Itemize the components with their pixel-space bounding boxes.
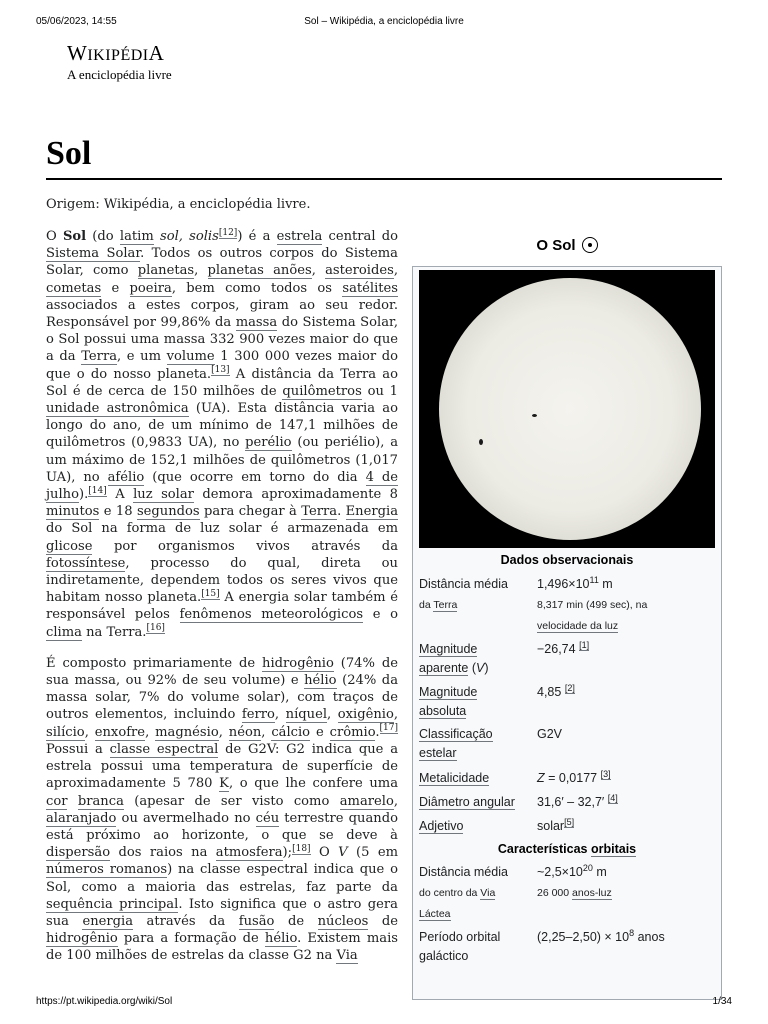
link[interactable]: massa [235, 315, 278, 331]
link[interactable]: alaranjado [46, 810, 117, 826]
link[interactable]: níquel [285, 707, 328, 723]
sunspot [532, 414, 537, 417]
ref[interactable]: [17] [379, 723, 398, 734]
link[interactable]: céu [255, 810, 280, 826]
link[interactable]: estrela [276, 229, 323, 244]
link[interactable]: luz solar [133, 487, 194, 503]
link[interactable]: K [219, 776, 229, 792]
infobox-title: O Sol [412, 230, 722, 262]
ref[interactable]: [15] [201, 588, 220, 599]
link[interactable]: cálcio [271, 724, 311, 740]
link[interactable]: hélio [304, 673, 337, 689]
link[interactable]: Terra [81, 349, 118, 365]
link[interactable]: cor [46, 793, 68, 809]
logo-tagline: A enciclopédia livre [67, 67, 172, 82]
link[interactable]: 4 de julho [46, 469, 399, 503]
sun-symbol-icon [582, 237, 598, 253]
page-title: Sol [46, 132, 722, 180]
link[interactable]: Magnitude [419, 685, 478, 699]
link[interactable]: latim [119, 229, 154, 244]
link[interactable]: Metalicidade [419, 771, 490, 785]
link[interactable]: classe espectral [109, 741, 219, 757]
section-header-orbital: Características orbitais [497, 842, 637, 856]
link[interactable]: amarelo [339, 793, 394, 809]
sunspot [479, 439, 483, 445]
ref[interactable]: [14] [88, 485, 107, 496]
link[interactable]: anos-luz [572, 887, 612, 899]
link[interactable]: hidrogênio [46, 931, 118, 947]
ref[interactable]: [12] [218, 227, 238, 238]
link[interactable]: ferro [241, 707, 275, 723]
sun-image[interactable] [419, 270, 715, 548]
link[interactable]: orbitais [590, 842, 637, 856]
origin-line: Origem: Wikipédia, a enciclopédia livre. [46, 197, 311, 212]
link[interactable]: Classificação [419, 727, 493, 741]
link[interactable]: Láctea [419, 908, 451, 920]
infobox [412, 230, 722, 963]
link[interactable]: perélio [245, 435, 292, 451]
print-footer [36, 996, 732, 1010]
link[interactable]: afélio [107, 469, 145, 485]
ref[interactable]: [18] [292, 843, 311, 854]
link[interactable]: crômio [329, 724, 376, 740]
link[interactable]: volume [166, 349, 215, 365]
link[interactable]: sequência principal [46, 896, 179, 912]
ref[interactable]: [13] [211, 365, 230, 376]
link[interactable]: energia [82, 913, 134, 929]
link[interactable]: velocidade da luz [537, 620, 619, 632]
link[interactable]: quilômetros [282, 383, 362, 399]
link[interactable]: poeira [129, 280, 172, 296]
link[interactable]: atmosfera [215, 845, 283, 861]
print-title: Sol – Wikipédia, a enciclopédia livre [304, 16, 464, 27]
link[interactable]: absoluta [419, 704, 467, 718]
link[interactable]: Via [480, 887, 496, 899]
link[interactable]: planetas anões [207, 263, 312, 279]
link[interactable]: segundos [136, 504, 200, 520]
link[interactable]: hélio [264, 931, 298, 947]
logo-wordmark: WIKIPÉDIA [67, 41, 165, 65]
link[interactable]: números romanos [46, 862, 168, 878]
link[interactable]: enxofre [94, 724, 146, 740]
link[interactable]: fotossíntese [46, 555, 126, 571]
link[interactable]: satélites [342, 280, 398, 296]
ref[interactable]: [4] [607, 792, 618, 803]
ref[interactable]: [16] [146, 623, 165, 634]
wikipedia-logo[interactable] [67, 41, 172, 82]
link[interactable]: oxigênio [337, 707, 394, 723]
link[interactable]: magnésio [155, 724, 219, 740]
link[interactable]: dispersão [46, 845, 111, 861]
print-date: 05/06/2023, 14:55 [36, 16, 117, 27]
link[interactable]: silício [46, 724, 85, 740]
link[interactable]: Terra [301, 504, 338, 520]
link[interactable]: Energia [345, 504, 398, 520]
paragraph-2: É composto primariamente de hidrogênio (74% de sua massa, ou 92% de seu volume) e hélio (24% da massa solar, 7% do volume solar), com traços de outros elementos, incluindo ferro, níquel, oxigênio, silício, enxofre, magnésio, néon, cálcio e crômio.[17] Possui a classe espectral de G2V: G2 indica que a estrela possui uma temperatura de superfície de aproximadamente 5 780 K, o que lhe confere uma cor branca (apesar de ser visto como amarelo, alaranjado ou avermelhado no céu terrestre quando está próximo ao horizonte, o que se deve à dispersão dos raios na atmosfera);[18] O V (5 em números romanos) na classe espectral indica que o Sol, como a maioria das estrelas, faz parte da sequência principal. Isto significa que o astro gera sua energia através da fusão de núcleos de hidrogênio para a formação de hélio. Existem mais de 100 milhões de estrelas da classe G2 na Via [46, 655, 399, 964]
link[interactable]: glicose [46, 538, 93, 554]
section-header-observational: Dados observacionais [500, 553, 634, 567]
link[interactable]: cometas [46, 280, 102, 296]
infobox-table: Dados observacionais Distância média $1,496\times 10^{11}$ m da Terra 8,317 min (499 sec), na velocidade da luz Magnitude aparente (V) −26,74 [1] Magnitude absoluta 4,85 [2] Classificação estelar G2V Metalicidade Z = 0,0177 [3] Diâmetro angular 31,6′ – 32,7′ [4] Adjetivo solar[5] Características orbitais Distância média $\sim 2,5\times 10^{20}$ m do centro da Via Láctea 26 000 anos-luz Período orbital galáctico $(2,25-2,50) \times 10^8$ anos [412, 266, 722, 1000]
print-page-number: 1/34 [712, 996, 732, 1007]
ref[interactable]: [5] [564, 816, 575, 827]
link[interactable]: Sistema Solar [46, 246, 141, 262]
article-body [46, 228, 398, 979]
link[interactable]: clima [46, 624, 82, 640]
link[interactable]: planetas [137, 263, 195, 279]
link[interactable]: núcleos [317, 913, 369, 929]
link[interactable]: minutos [46, 504, 100, 520]
print-header [36, 16, 732, 30]
link[interactable]: aparente [419, 661, 469, 675]
print-url: https://pt.wikipedia.org/wiki/Sol [36, 996, 173, 1007]
link[interactable]: Magnitude [419, 642, 478, 656]
link[interactable]: Terra [433, 599, 458, 611]
link[interactable]: unidade astronômica [46, 401, 189, 417]
ref[interactable]: [2] [564, 682, 575, 693]
ref[interactable]: [1] [579, 639, 590, 650]
link[interactable]: hidrogênio [262, 655, 334, 671]
link[interactable]: fenômenos meteorológicos [179, 607, 364, 623]
link[interactable]: branca [77, 793, 124, 809]
link[interactable]: Adjetivo [419, 819, 464, 833]
ref[interactable]: [3] [600, 768, 611, 779]
paragraph-1: O Sol (do latim sol, solis[12]) é a estrela central do Sistema Solar. Todos os outros corpos do Sistema Solar, como planetas, planetas anões, asteroides, cometas e poeira, bem como todos os satélites associados a estes corpos, giram ao seu redor. Responsável por 99,86% da massa do Sistema Solar, o Sol possui uma massa 332 900 vezes maior do que a da Terra, e um volume 1 300 000 vezes maior do que o do nosso planeta.[13] A distância da Terra ao Sol é de cerca de 150 milhões de quilômetros ou 1 unidade astronômica (UA). Esta distância varia ao longo do ano, de um mínimo de 147,1 milhões de quilômetros (0,9833 UA), no perélio (ou periélio), a um máximo de 152,1 milhões de quilômetros (1,017 UA), no afélio (que ocorre em torno do dia 4 de julho).[14] A luz solar demora aproximadamente 8 minutos e 18 segundos para chegar à Terra. Energia do Sol na forma de luz solar é armazenada em glicose por organismos vivos através da fotossíntese, processo do qual, direta ou indiretamente, dependem todos os seres vivos que habitam nosso planeta.[15] A energia solar também é responsável pelos fenômenos meteorológicos e o clima na Terra.[16] [46, 227, 399, 640]
link[interactable]: Diâmetro angular [419, 795, 515, 809]
link[interactable]: asteroides [325, 263, 394, 279]
link[interactable]: néon [228, 724, 262, 740]
link[interactable]: fusão [238, 913, 275, 929]
link[interactable]: Via [336, 948, 358, 964]
link[interactable]: estelar [419, 746, 457, 760]
sun-disc [439, 278, 701, 540]
